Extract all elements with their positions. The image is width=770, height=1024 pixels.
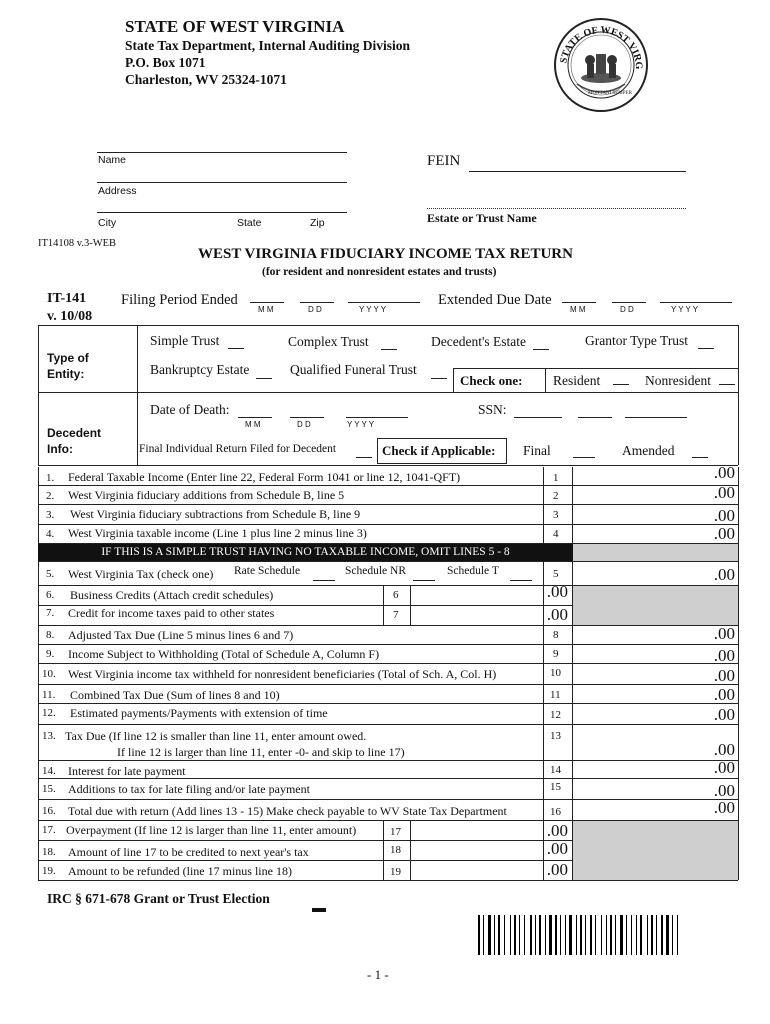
line-14-number: 14. [42,765,56,777]
funeral-trust-option: Qualified Funeral Trust [290,362,417,377]
ssn-part3-field[interactable] [625,417,687,418]
line-1-text: Federal Taxable Income (Enter line 22, Federal Form 1041 or line 12, 1041-QFT) [68,470,461,484]
line-2-number: 2. [46,490,55,502]
lines-17-19-shade [573,821,738,880]
extended-year-field[interactable] [660,302,732,303]
schedule-t-check[interactable] [510,580,532,581]
amended-option: Amended [622,443,675,458]
final-option: Final [523,443,551,458]
extended-yyyy-hint: Y Y Y Y [671,305,699,314]
schedule-nr-check[interactable] [413,580,435,581]
line-3-number: 3. [46,509,55,521]
line-14-amount[interactable]: .00 [713,758,735,777]
entity-type-label: Type of Entity: [47,351,89,381]
line-19-text: Amount to be refunded (line 17 minus line 18) [68,864,292,878]
line-8-number: 8. [46,629,55,641]
decedent-info-label: Decedent Info: [47,426,102,456]
line-6-amount[interactable]: .00 [546,582,568,601]
rate-schedule-check[interactable] [313,580,335,581]
filing-day-field[interactable] [300,302,334,303]
line-12-box: 12 [550,709,561,721]
extended-dd-hint: D D [620,305,634,314]
lines-6-7-shade [573,586,738,625]
line-14-text: Interest for late payment [68,764,186,778]
final-return-label: Final Individual Return Filed for Decedent [139,443,337,455]
extended-mm-hint: M M [570,305,586,314]
line-13-amount[interactable]: .00 [713,740,735,759]
line-17-amount[interactable]: .00 [546,821,568,840]
line-15-amount[interactable]: .00 [713,781,735,800]
estate-name-field[interactable] [427,208,686,209]
line-11-amount[interactable]: .00 [713,685,735,704]
line-6-box: 6 [393,589,399,601]
final-return-check[interactable] [356,457,372,458]
line-16-text: Total due with return (Add lines 13 - 15) Make check payable to WV State Tax Department [68,804,507,818]
state-label: State [237,217,262,229]
state-seal-icon [552,16,650,114]
line-10-number: 10. [42,668,56,680]
line-4-amount[interactable]: .00 [713,524,735,543]
line-19-number: 19. [42,865,56,877]
filing-month-field[interactable] [250,302,284,303]
line-8-box: 8 [553,629,559,641]
line-18-text: Amount of line 17 to be credited to next year's tax [68,845,309,859]
line-15-box: 15 [550,781,561,793]
complex-trust-option: Complex Trust [288,334,369,349]
line-2-box: 2 [553,490,559,502]
banner-shade [573,543,738,561]
form-version: v. 10/08 [47,309,93,324]
check-one-label: Check one: [460,373,523,388]
line-3-box: 3 [553,509,559,521]
line-11-number: 11. [42,689,56,701]
line-8-text: Adjusted Tax Due (Line 5 minus lines 6 and 7) [68,628,294,642]
line-6-number: 6. [46,589,55,601]
line-15-number: 15. [42,783,56,795]
line-4-box: 4 [553,528,559,540]
schedule-nr-label: Schedule NR [345,565,407,577]
form-id: IT-141 [47,291,87,306]
line-17-number: 17. [42,824,56,836]
amended-check[interactable] [692,457,708,458]
line-10-text: West Virginia income tax withheld for nonresident beneficiaries (Total of Sch. A, Col. H) [68,667,497,681]
line-19-box: 19 [390,866,401,878]
line-17-box: 17 [390,826,401,838]
grantor-trust-option: Grantor Type Trust [585,333,689,348]
line-13-text-2: If line 12 is larger than line 11, enter -0- and skip to line 17) [117,745,405,759]
line-3-amount[interactable]: .00 [713,506,735,525]
line-7-amount[interactable]: .00 [546,605,568,624]
line-1-number: 1. [46,472,55,484]
rate-schedule-label: Rate Schedule [234,565,301,577]
zip-label: Zip [310,217,325,229]
line-5-text: West Virginia Tax (check one) [68,567,214,581]
address-label: Address [98,185,137,197]
line-13-text: Tax Due (If line 12 is smaller than line 11, enter amount owed. [65,729,367,743]
date-of-death-label: Date of Death: [150,402,230,417]
line-13-number: 13. [42,730,56,742]
line-5-amount[interactable]: .00 [713,565,735,584]
city-line: Charleston, WV 25324-1071 [125,72,287,87]
resident-check[interactable] [613,384,629,385]
line-9-text: Income Subject to Withholding (Total of Schedule A, Column F) [68,647,380,661]
schedule-t-label: Schedule T [447,565,499,577]
line-10-box: 10 [550,667,561,679]
extended-month-field[interactable] [562,302,596,303]
line-11-text: Combined Tax Due (Sum of lines 8 and 10) [70,688,280,702]
department-line: State Tax Department, Internal Auditing Division [125,38,411,53]
death-month-field[interactable] [238,417,272,418]
line-16-amount[interactable]: .00 [713,798,735,817]
line-3-text: West Virginia fiduciary subtractions from Schedule B, line 9 [70,507,361,521]
ssn-part1-field[interactable] [514,417,562,418]
bankruptcy-estate-option: Bankruptcy Estate [150,362,250,377]
decedent-estate-option: Decedent's Estate [431,334,527,349]
simple-trust-check[interactable] [228,348,244,349]
fein-label: FEIN [427,153,461,169]
line-4-text: West Virginia taxable income (Line 1 plus line 2 minus line 3) [68,526,367,540]
simple-trust-banner-text: IF THIS IS A SIMPLE TRUST HAVING NO TAXABLE INCOME, OMIT LINES 5 - 8 [101,546,510,558]
estate-name-label: Estate or Trust Name [427,211,537,225]
simple-trust-option: Simple Trust [150,333,220,348]
line-9-number: 9. [46,648,55,660]
simple-trust-banner [38,543,573,561]
grantor-trust-check[interactable] [698,348,714,349]
death-dd-hint: D D [297,420,311,429]
irc-election-mark[interactable] [312,908,326,912]
line-7-text: Credit for income taxes paid to other states [68,606,275,620]
death-mm-hint: M M [245,420,261,429]
line-12-text: Estimated payments/Payments with extension of time [70,706,328,720]
extended-day-field[interactable] [612,302,646,303]
city-label: City [98,217,117,229]
irc-election-label: IRC § 671-678 Grant or Trust Election [47,891,270,906]
filing-mm-hint: M M [258,305,274,314]
svg-text:MONTANI SEMPER: MONTANI SEMPER [588,91,632,96]
death-year-field[interactable] [346,417,408,418]
form-subtitle: (for resident and nonresident estates and trusts) [262,266,497,278]
line-7-number: 7. [46,607,55,619]
final-check[interactable] [573,457,595,458]
line-9-amount[interactable]: .00 [713,646,735,665]
line-14-box: 14 [550,764,561,776]
form-code: IT14108 v.3-WEB [38,238,117,249]
state-title: STATE OF WEST VIRGINIA [125,17,345,36]
filing-dd-hint: D D [308,305,322,314]
filing-period-label: Filing Period Ended [121,292,238,308]
nonresident-check[interactable] [719,384,735,385]
filing-year-field[interactable] [348,302,420,303]
line-13-box: 13 [550,730,561,742]
line-2-amount[interactable]: .00 [713,483,735,502]
barcode-icon [478,915,736,955]
check-applicable-label: Check if Applicable: [382,443,496,458]
line-19-amount[interactable]: .00 [546,860,568,879]
line-2-text: West Virginia fiduciary additions from Schedule B, line 5 [68,488,345,502]
line-5-number: 5. [46,568,55,580]
decedent-estate-check[interactable] [533,349,549,350]
line-6-text: Business Credits (Attach credit schedules) [70,588,274,602]
page-number: - 1 - [367,967,389,982]
resident-option: Resident [553,373,601,388]
ssn-part2-field[interactable] [578,417,612,418]
filing-yyyy-hint: Y Y Y Y [359,305,387,314]
line-12-number: 12. [42,707,56,719]
fein-field[interactable] [469,171,686,172]
line-12-amount[interactable]: .00 [713,705,735,724]
line-16-number: 16. [42,805,56,817]
extended-due-label: Extended Due Date [438,292,552,308]
death-yyyy-hint: Y Y Y Y [347,420,375,429]
form-title: WEST VIRGINIA FIDUCIARY INCOME TAX RETURN [198,246,573,262]
complex-trust-check[interactable] [381,349,397,350]
line-8-amount[interactable]: .00 [713,624,735,643]
line-10-amount[interactable]: .00 [713,666,735,685]
line-1-amount[interactable]: .00 [713,463,735,482]
name-label: Name [98,154,127,166]
line-5-box: 5 [553,568,559,580]
line-4-number: 4. [46,528,55,540]
line-9-box: 9 [553,648,559,660]
nonresident-option: Nonresident [645,373,711,388]
line-7-box: 7 [393,609,399,621]
svg-text:STATE OF WEST VIRGINIA: STATE OF WEST VIRG [558,24,645,70]
funeral-trust-check[interactable] [431,378,447,379]
name-field[interactable] [97,182,347,183]
line-16-box: 16 [550,806,561,818]
line-18-box: 18 [390,844,401,856]
line-18-amount[interactable]: .00 [546,839,568,858]
ssn-label: SSN: [478,402,507,417]
line-17-text: Overpayment (If line 12 is larger than line 11, enter amount) [66,823,357,837]
address-field[interactable] [97,212,347,213]
death-day-field[interactable] [290,417,324,418]
po-box-line: P.O. Box 1071 [125,55,206,70]
line-15-text: Additions to tax for late filing and/or late payment [68,782,310,796]
line-11-box: 11 [550,689,561,701]
line-18-number: 18. [42,846,56,858]
line-1-box: 1 [553,472,559,484]
bankruptcy-estate-check[interactable] [256,378,272,379]
